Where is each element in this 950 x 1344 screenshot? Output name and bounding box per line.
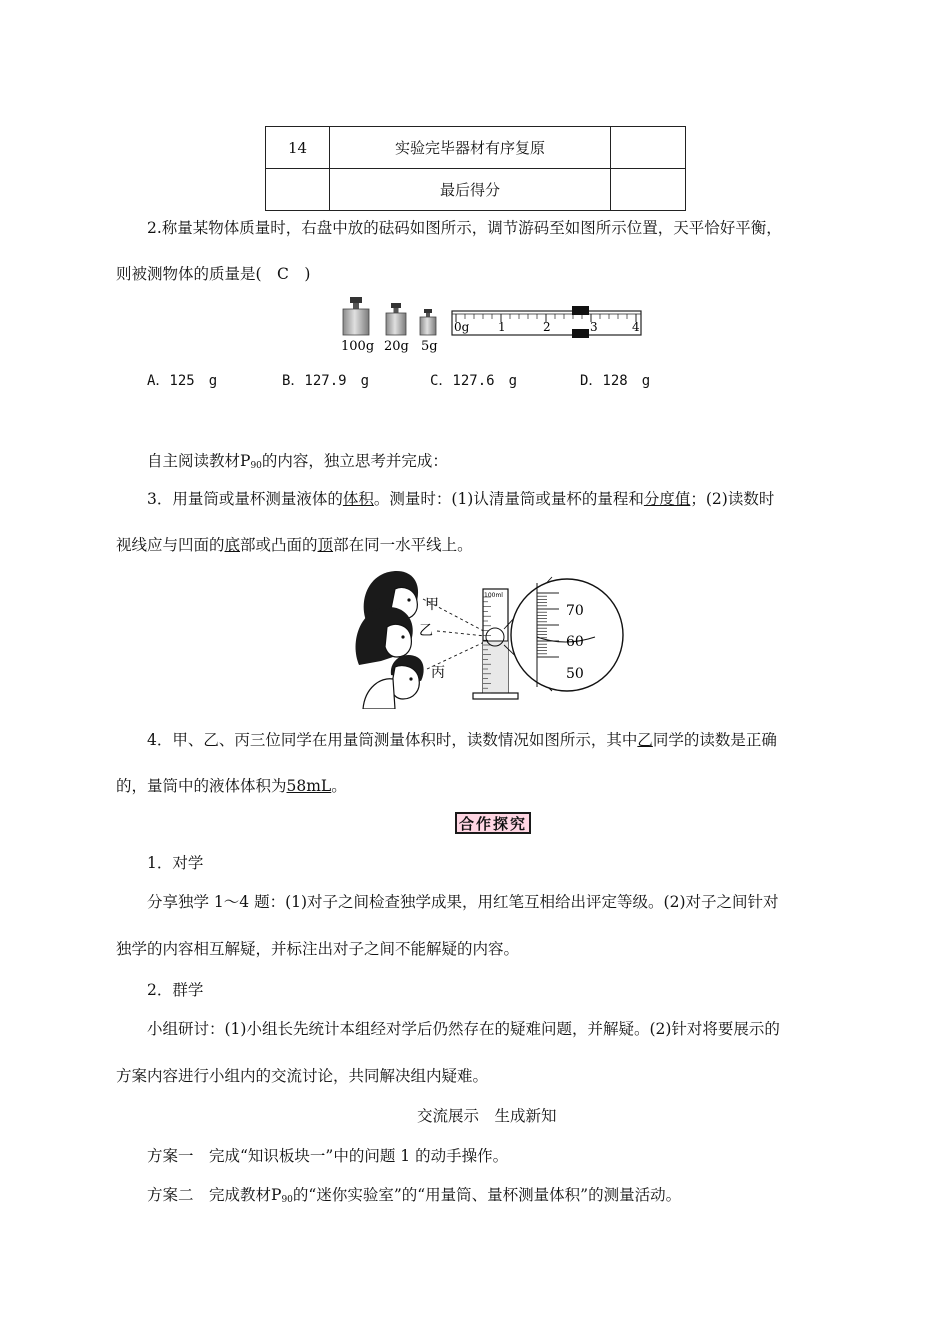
table-cell-score	[611, 127, 686, 169]
question-3-line-1: 3．用量筒或量杯测量液体的体积。测量时：(1)认清量筒或量杯的量程和分度值；(2)读数时	[147, 490, 775, 508]
weight-5g-icon	[420, 309, 436, 335]
question-2-line-1: 2.称量某物体质量时，右盘中放的砝码如图所示，调节游码至如图所示位置，天平恰好平衡，	[147, 219, 782, 237]
option-d: D．128 g	[580, 373, 651, 389]
zoom-label-60: 60	[566, 634, 584, 650]
weight-5g-label: 5g	[421, 339, 438, 354]
pair-study-line-1: 分享独学 1～4 题：(1)对子之间检查独学成果，用红笔互相给出评定等级。(2)对子之间针对	[147, 893, 779, 911]
weight-20g-label: 20g	[384, 339, 409, 354]
question-2-line-2: 则被测物体的质量是( C )	[116, 265, 311, 283]
section-heading-cooperation: 合作探究	[455, 812, 531, 834]
plan-one: 方案一 完成“知识板块一”中的问题 1 的动手操作。	[147, 1147, 509, 1165]
question-3-line-2: 视线应与凹面的底部或凸面的顶部在同一水平线上。	[116, 536, 473, 554]
pair-study-heading: 1．对学	[147, 854, 204, 872]
score-table	[265, 126, 686, 211]
group-study-heading: 2．群学	[147, 981, 204, 999]
label-jia: 甲	[425, 597, 439, 613]
plan-two: 方案二 完成教材$P_{90}$的“迷你实验室”的“用量筒、量杯测量体积”的测量活动。	[147, 1186, 682, 1205]
answer-volume: 体积	[342, 490, 374, 508]
weight-100g-icon	[343, 297, 369, 335]
question-4-line-1: 4．甲、乙、丙三位同学在用量筒测量体积时，读数情况如图所示，其中乙同学的读数是正确	[147, 731, 777, 749]
answer-division-value: 分度值	[643, 490, 691, 508]
ruler-label-1: 1	[498, 320, 506, 334]
answer-volume-58ml: 58mL	[286, 777, 332, 795]
label-yi: 乙	[419, 623, 433, 639]
label-bing: 丙	[431, 665, 445, 681]
table-row	[266, 127, 686, 169]
ruler-label-4: 4	[632, 320, 640, 334]
table-cell-number	[266, 169, 330, 211]
ruler-label-0g: 0g	[454, 320, 470, 334]
table-cell-score	[611, 169, 686, 211]
table-row	[266, 169, 686, 211]
ruler-label-3: 3	[590, 320, 598, 334]
zoom-label-50: 50	[566, 666, 584, 682]
question-4-line-2: 的，量筒中的液体体积为58mL。	[116, 777, 347, 795]
pair-study-line-2: 独学的内容相互解疑，并标注出对子之间不能解疑的内容。	[116, 940, 520, 958]
cylinder-capacity-label: 100ml	[484, 592, 503, 599]
zoom-label-70: 70	[566, 603, 584, 619]
table-cell-item: 实验完毕器材有序复原	[330, 127, 611, 169]
answer-top: 顶	[317, 536, 334, 554]
answer-student-yi: 乙	[637, 731, 653, 749]
option-a: A．125 g	[147, 373, 218, 389]
student-bing-icon	[363, 655, 424, 709]
group-study-line-2: 方案内容进行小组内的交流讨论，共同解决组内疑难。	[116, 1067, 489, 1085]
group-study-line-1: 小组研讨：(1)小组长先统计本组经对学后仍然存在的疑难问题，并解疑。(2)针对将要展示的	[147, 1020, 780, 1038]
ruler-label-2: 2	[543, 320, 551, 334]
option-b: B．127.9 g	[282, 373, 370, 389]
reading-instruction: 自主阅读教材$P_{90}$的内容，独立思考并完成：	[147, 452, 448, 471]
table-cell-item: 最后得分	[330, 169, 611, 211]
measuring-cylinder-figure	[355, 567, 627, 709]
weight-20g-icon	[386, 303, 406, 335]
weights-and-ruler-figure	[335, 293, 655, 355]
weight-100g-label: 100g	[341, 339, 375, 354]
balance-ruler	[452, 306, 641, 338]
answer-bottom: 底	[224, 536, 241, 554]
section-heading-exchange: 交流展示 生成新知	[417, 1107, 557, 1125]
option-c: C．127.6 g	[430, 373, 518, 389]
table-cell-number: 14	[266, 127, 330, 169]
